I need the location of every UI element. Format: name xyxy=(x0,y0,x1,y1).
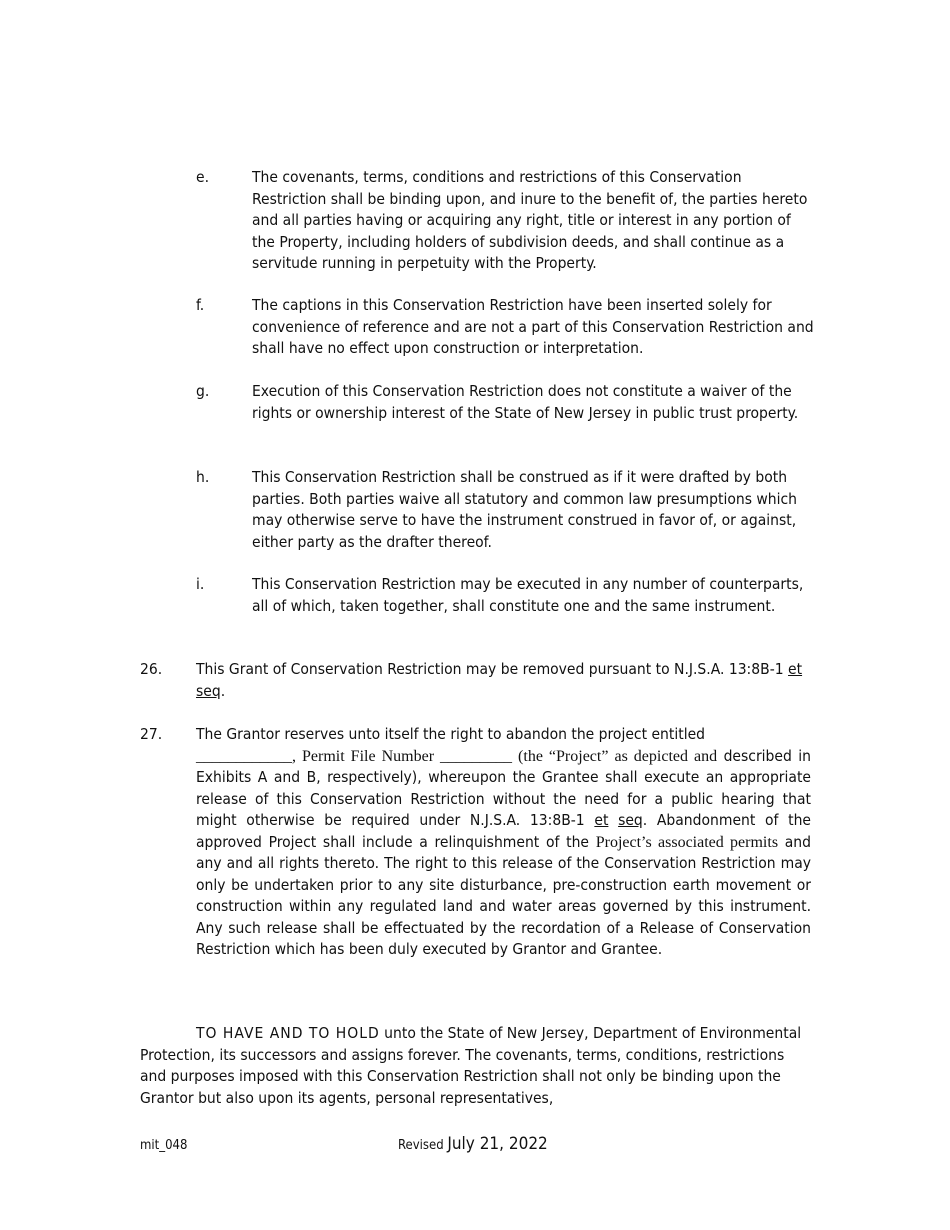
habendum-paragraph xyxy=(140,1023,810,1109)
clause-26-text: This Grant of Conservation Restriction may be removed pursuant to N.J.S.A. 13:8B-1 xyxy=(196,660,789,678)
date: July 21, 2022 xyxy=(447,1134,548,1154)
clause-text xyxy=(196,659,811,702)
clause-marker: g. xyxy=(196,382,210,400)
clause-text: This Conservation Restriction may be executed in any number of counterparts, all of which, taken together, shall constitute one and the same instrument. xyxy=(252,575,804,615)
seq-abbrev: seq xyxy=(196,681,221,700)
clause-27-rest: and any and all rights thereto. The right to this release of the Conservation Restriction may only be undertaken prior to any site disturbance, pre-construction earth movement or construction within any regulated land and water areas governed by this instrument. Any such release shall be effectuated by the recordation of a Release of Conservation Restriction which has been duly executed by Grantor and Grantee. xyxy=(196,832,811,958)
et-abbrev: et xyxy=(788,660,803,678)
clause-text: The covenants, terms, conditions and restrictions of this Conservation Restriction shall be binding upon, and inure to the benefit of, the parties hereto and all parties having or acquiring any right, title or interest in any portion of the Property, including holders of subdivision deeds, and shall continue as a servitude running in perpetuity with the Property. xyxy=(252,168,808,272)
clause-marker: i. xyxy=(196,575,205,593)
habendum-lead: TO HAVE AND TO HOLD xyxy=(196,1024,380,1042)
et-abbrev: et xyxy=(594,811,609,829)
clause-text: The captions in this Conservation Restriction have been inserted solely for convenience of reference and are not a part of this Conservation Restriction and shall have no effect upon construction or interpretation. xyxy=(252,296,814,357)
clause-marker: 27. xyxy=(140,725,163,743)
revision-date xyxy=(398,1134,548,1154)
clause-marker: 26. xyxy=(140,660,163,678)
clause-text xyxy=(196,724,811,961)
project-name-blank: ____________ xyxy=(196,747,292,765)
period: . xyxy=(220,681,226,700)
clause-text: This Conservation Restriction shall be construed as if it were drafted by both parties. Both parties waive all statutory and common law presumptions which may otherwise serve to have the instrument construed in favor of, or against, either party as the drafter thereof. xyxy=(252,468,798,551)
clause-27-line1: The Grantor reserves unto itself the right to abandon the project entitled xyxy=(196,725,706,743)
clause-text: Execution of this Conservation Restriction does not constitute a waiver of the rights or ownership interest of the State of New Jersey in public trust property. xyxy=(252,382,799,422)
clause-marker: e. xyxy=(196,168,210,186)
revised-label: Revised xyxy=(398,1138,448,1153)
clause-27-mid: described in Exhibits A and B, respectively), whereupon the Grantee shall execute an appropriate release of this Conservation Restriction without the need for a public hearing that might otherwise be required under N.J.S.A. 13:8B-1 xyxy=(196,746,811,829)
seq-abbrev: seq xyxy=(618,811,643,829)
form-id: mit_048 xyxy=(140,1138,188,1153)
clause-27-abandon: . Abandonment of the approved Project shall include a relinquishment of the xyxy=(196,811,811,851)
clause-27-body xyxy=(196,746,811,961)
permit-file-number: , Permit File Number _________ (the “Project” as depicted and xyxy=(292,747,718,765)
associated-permits: Project’s associated permits xyxy=(595,833,779,851)
clause-marker: f. xyxy=(196,296,205,314)
habendum-text: unto the State of New Jersey, Department of Environmental Protection, its successors and assigns forever. The covenants, terms, conditions, restrictions and purposes imposed with this Conservation Restriction shall not only be binding upon the Grantor but also upon its agents, personal representatives, xyxy=(140,1024,802,1107)
clause-marker: h. xyxy=(196,468,210,486)
